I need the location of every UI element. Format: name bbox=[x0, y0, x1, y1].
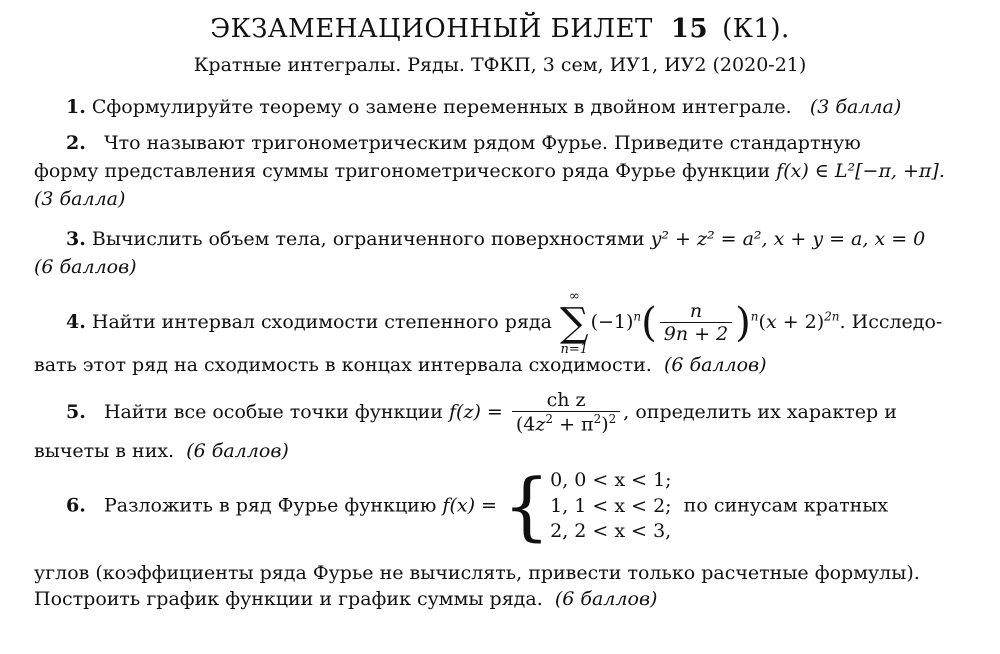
ticket-subtitle: Кратные интегралы. Ряды. ТФКП, 3 сем, ИУ1, ИУ2 (2020-21) bbox=[193, 54, 807, 76]
formula: y² + z² = a², x + y = a, x = 0 bbox=[650, 228, 926, 250]
question-number: 4. bbox=[66, 311, 86, 333]
sigma-icon: ∑ bbox=[560, 300, 589, 346]
sum-upper: ∞ bbox=[568, 289, 580, 304]
question-number: 1. bbox=[66, 96, 86, 118]
question-number: 2. bbox=[66, 132, 86, 154]
question-text: Что называют тригонометрическим рядом Фурье. Приведите стандартную bbox=[103, 132, 861, 154]
question-text-tail: , определить их характер и bbox=[623, 401, 897, 424]
question-5-line-1 bbox=[66, 390, 897, 436]
title-suffix: (К1). bbox=[722, 14, 790, 44]
function-name: f(z) = bbox=[449, 401, 503, 424]
question-text: вычеты в них. bbox=[34, 440, 175, 462]
question-6-line-3 bbox=[34, 588, 657, 610]
question-text-tail: по синусам кратных bbox=[683, 494, 889, 517]
question-text: Найти все особые точки функции bbox=[103, 401, 443, 424]
question-number: 6. bbox=[66, 494, 86, 517]
question-text: Вычислить объем тела, ограниченного поверхностями bbox=[91, 228, 645, 250]
question-points: (6 баллов) bbox=[186, 440, 289, 462]
question-number: 3. bbox=[66, 228, 86, 250]
question-points: (6 баллов) bbox=[663, 354, 767, 376]
question-text: форму представления суммы тригонометрического ряда Фурье функции bbox=[34, 160, 771, 182]
question-6-line-1 bbox=[66, 463, 889, 550]
question-1 bbox=[66, 96, 901, 118]
question-5-line-2 bbox=[34, 440, 289, 462]
question-text-tail: . Исследо- bbox=[839, 311, 943, 333]
question-3-line-1 bbox=[66, 228, 925, 250]
series-term: $(-1)^n$( $\frac{n}{9n + 2}$ )$^n(x + 2)^{2n}$ bbox=[590, 299, 840, 346]
question-text: Найти интервал сходимости степенного ряда bbox=[91, 311, 552, 333]
question-6-line-2: углов (коэффициенты ряда Фурье не вычислять, привести только расчетные формулы). bbox=[34, 562, 920, 584]
case-3: 2, 2 < x < 3, bbox=[550, 520, 672, 543]
question-4-line-2 bbox=[34, 354, 767, 376]
ticket-title bbox=[0, 14, 1000, 44]
fraction-denominator: $(4z^2 + \pi^2)^2$ bbox=[512, 411, 620, 436]
title-prefix: ЭКЗАМЕНАЦИОННЫЙ БИЛЕТ bbox=[210, 14, 653, 44]
question-number: 5. bbox=[66, 401, 86, 424]
question-text: Сформулируйте теорему о замене переменных в двойном интеграле. bbox=[91, 96, 792, 118]
question-points: (6 баллов) bbox=[554, 588, 658, 610]
sum-lower: n=1 bbox=[560, 342, 589, 357]
question-2-line-2 bbox=[34, 160, 945, 182]
question-2-line-1 bbox=[66, 132, 861, 154]
summation bbox=[560, 290, 589, 356]
case-2: 1, 1 < x < 2; bbox=[550, 494, 672, 517]
question-text: Разложить в ряд Фурье функцию bbox=[103, 494, 437, 517]
fraction bbox=[512, 390, 620, 436]
question-text: Построить график функции и график суммы ряда. bbox=[34, 588, 543, 610]
question-points: (3 балла) bbox=[809, 96, 902, 118]
piecewise-cases bbox=[550, 468, 671, 545]
question-text: вать этот ряд на сходимость в концах интервала сходимости. bbox=[34, 354, 652, 376]
function-name: f(x) = bbox=[442, 494, 497, 517]
brace-icon: { bbox=[503, 463, 551, 550]
fraction-numerator: ch z bbox=[546, 389, 586, 411]
question-points: (6 баллов) bbox=[34, 256, 137, 278]
ticket-number: 15 bbox=[670, 14, 709, 44]
question-points: (3 балла) bbox=[34, 188, 126, 210]
formula: f(x) ∈ L²[−π, +π]. bbox=[776, 160, 945, 182]
case-1: 0, 0 < x < 1; bbox=[550, 469, 672, 491]
question-4-line-1 bbox=[66, 290, 942, 356]
